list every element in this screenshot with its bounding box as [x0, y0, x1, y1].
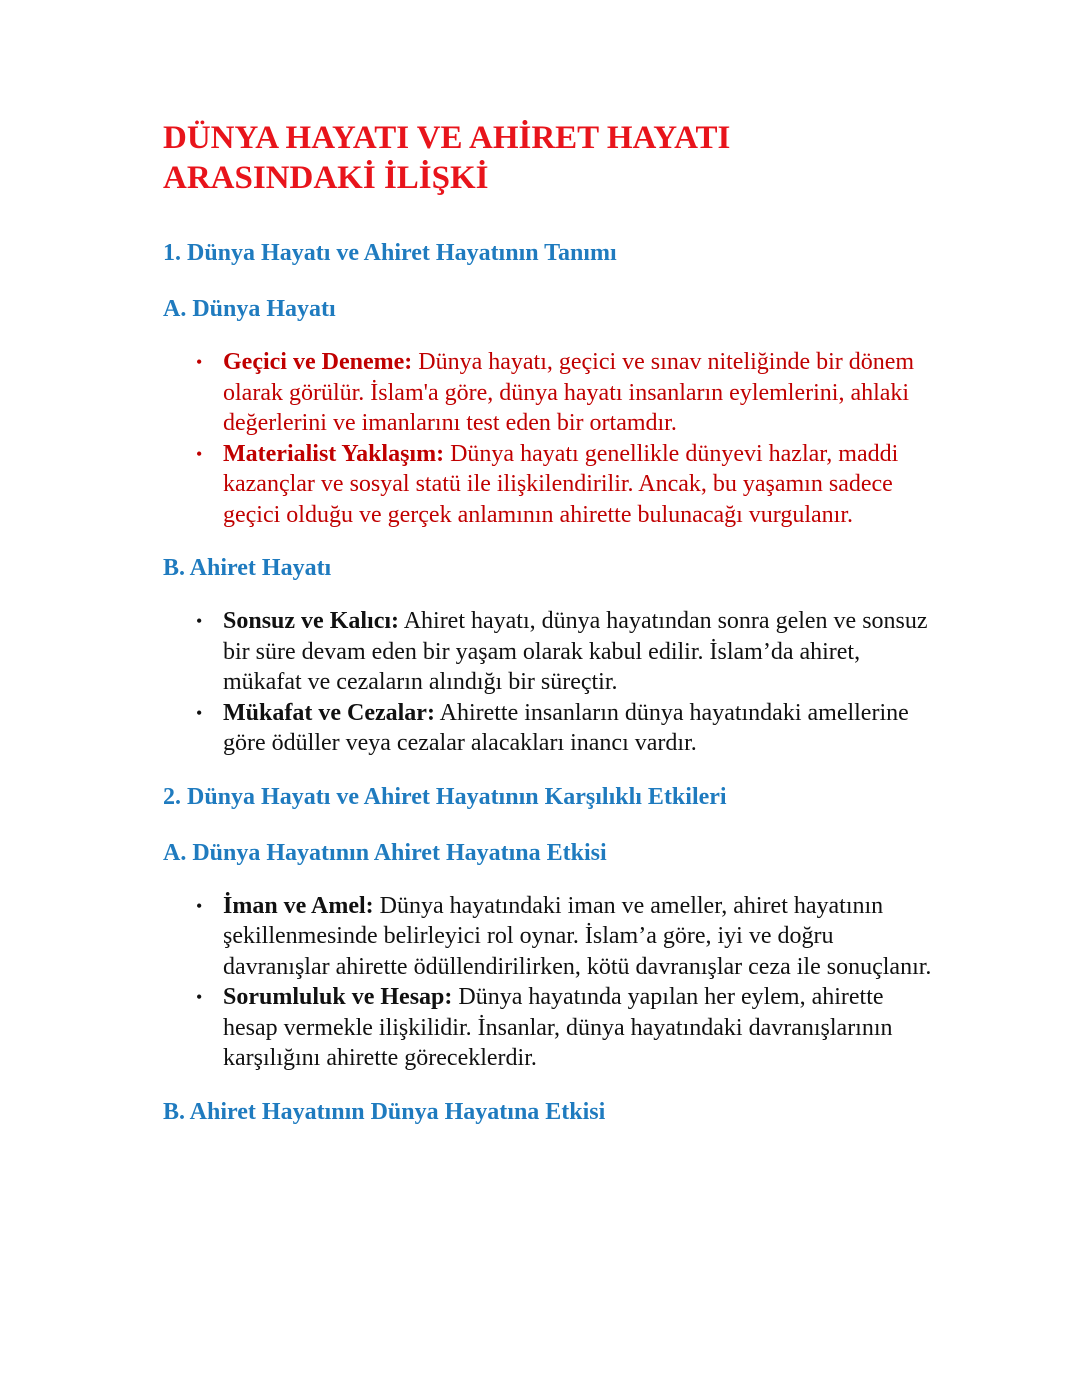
section-2b-heading: B. Ahiret Hayatının Dünya Hayatına Etkisi: [163, 1098, 606, 1125]
list-item-text: Dünya hayatı genellikle dünyevi hazlar, maddi kazançlar ve sosyal statü ile ilişkilendirilir. Ancak, bu yaşamın sadece geçici olduğu ve gerçek anlamının ahirette bulunacağı vurgulanır.: [223, 440, 899, 528]
bullet-icon: •: [196, 895, 203, 916]
list-item-term: Geçici ve Deneme:: [223, 349, 413, 375]
list-item: [163, 439, 933, 531]
section-2a-list: [163, 891, 933, 1074]
list-item: [163, 891, 933, 983]
bullet-icon: •: [196, 702, 203, 723]
bullet-icon: •: [196, 611, 203, 631]
list-item: [163, 606, 933, 698]
title-line-1: DÜNYA HAYATI VE AHİRET HAYATI: [163, 120, 731, 156]
bullet-icon: •: [196, 987, 203, 1007]
section-1a-heading: A. Dünya Hayatı: [163, 296, 336, 322]
list-item-term: İman ve Amel:: [223, 892, 374, 919]
section-2-heading: 2. Dünya Hayatı ve Ahiret Hayatının Karşılıklı Etkileri: [163, 783, 727, 810]
list-item-text: Ahirette insanların dünya hayatındaki amellerine göre ödüller veya cezalar alacakları inancı vardır.: [223, 699, 909, 756]
section-1b-heading: B. Ahiret Hayatı: [163, 555, 332, 581]
list-item: [163, 982, 933, 1074]
section-2a-heading: A. Dünya Hayatının Ahiret Hayatına Etkisi: [163, 839, 607, 866]
list-item-term: Sonsuz ve Kalıcı:: [223, 608, 400, 634]
section-1b-list: [163, 606, 933, 759]
list-item: [163, 347, 933, 439]
section-1-heading: 1. Dünya Hayatı ve Ahiret Hayatının Tanımı: [163, 240, 617, 266]
list-item-term: Mükafat ve Cezalar:: [223, 699, 435, 726]
document-page: [163, 118, 933, 1127]
list-item-text: Dünya hayatındaki iman ve ameller, ahiret hayatının şekillenmesinde belirleyici rol oynar. İslam’a göre, iyi ve doğru davranışlar ahirette ödüllendirilirken, kötü davranışlar ceza ile sonuçlanır.: [223, 892, 932, 980]
list-item-text: Dünya hayatı, geçici ve sınav niteliğinde bir dönem olarak görülür. İslam'a göre, dünya hayatı insanların eylemlerini, ahlaki değerlerini ve imanlarını test eden bir ortamdır.: [223, 349, 915, 436]
list-item-term: Sorumluluk ve Hesap:: [223, 984, 453, 1010]
title-line-2: ARASINDAKİ İLİŞKİ: [163, 160, 489, 196]
list-item-text: Dünya hayatında yapılan her eylem, ahirette hesap vermekle ilişkilidir. İnsanlar, dünya hayatındaki davranışlarının karşılığını ahirette göreceklerdir.: [223, 984, 893, 1071]
bullet-icon: •: [196, 443, 203, 464]
list-item-text: Ahiret hayatı, dünya hayatından sonra gelen ve sonsuz bir süre devam eden bir yaşam olarak kabul edilir. İslam’da ahiret, mükafat ve cezaların alındığı bir süreçtir.: [223, 608, 928, 695]
list-item-term: Materialist Yaklaşım:: [223, 440, 445, 467]
list-item: [163, 698, 933, 759]
document-title: [163, 118, 933, 198]
bullet-icon: •: [196, 352, 203, 372]
section-1a-list: [163, 347, 933, 530]
